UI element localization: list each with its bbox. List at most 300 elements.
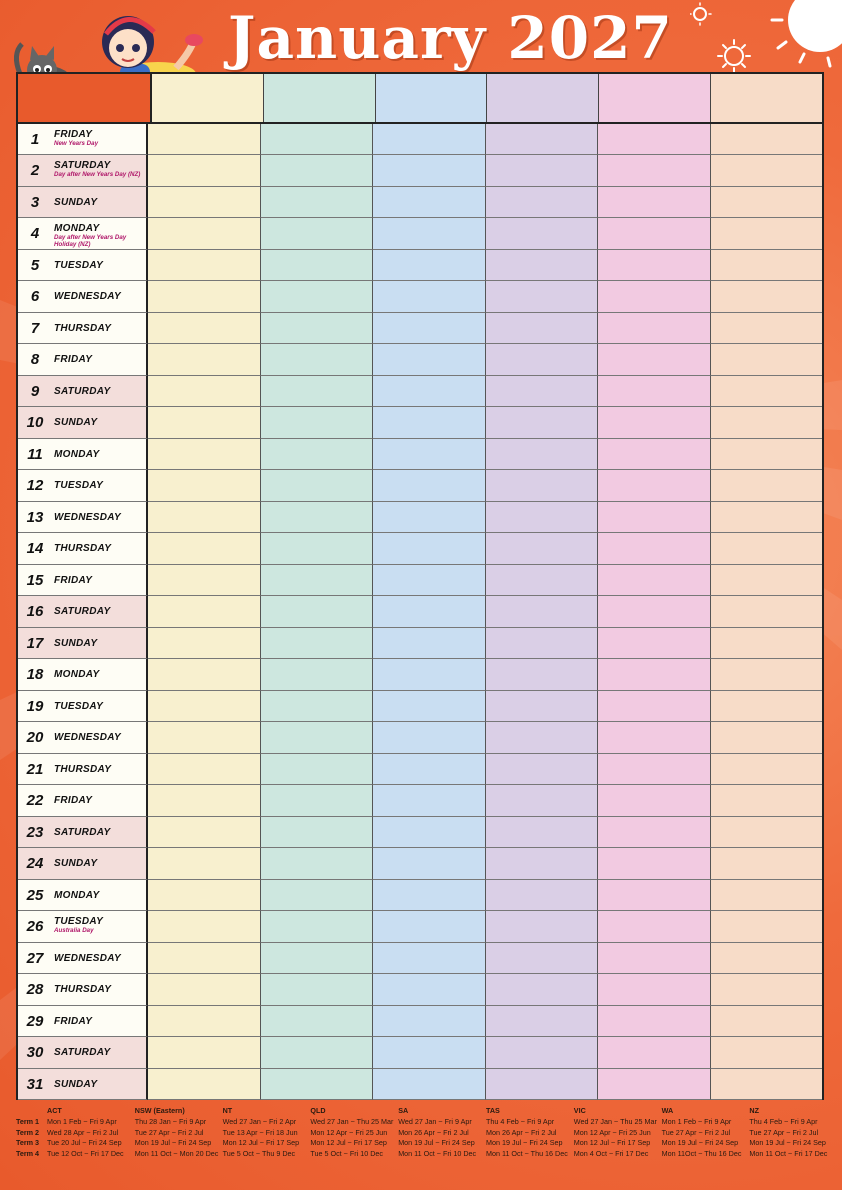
- term-date-range: Mon 11 Oct ~ Thu 16 Dec: [486, 1149, 568, 1159]
- entry-cell[interactable]: [597, 880, 710, 911]
- entry-cell[interactable]: [260, 1037, 373, 1068]
- entry-cell[interactable]: [597, 565, 710, 596]
- entry-cell[interactable]: [260, 817, 373, 848]
- day-label-cell: [18, 565, 148, 596]
- entry-cell[interactable]: [260, 439, 373, 470]
- day-number: 15: [26, 571, 44, 589]
- entry-cell[interactable]: [485, 754, 598, 785]
- entry-cell[interactable]: [710, 407, 823, 438]
- entry-cell[interactable]: [710, 628, 823, 659]
- term-date-range: Mon 12 Jul ~ Fri 17 Sep: [573, 1138, 651, 1148]
- entry-cell[interactable]: [260, 565, 373, 596]
- day-row: [18, 281, 822, 312]
- day-name: MONDAY: [54, 223, 100, 235]
- entry-cell[interactable]: [148, 628, 260, 659]
- entry-cell[interactable]: [260, 785, 373, 816]
- entry-cell[interactable]: [597, 281, 710, 312]
- term-date-range: Mon 1 Feb ~ Fri 9 Apr: [661, 1116, 732, 1126]
- entry-cell[interactable]: [597, 1037, 710, 1068]
- entry-cell[interactable]: [372, 344, 485, 375]
- term-date-range: Mon 12 Jul ~ Fri 17 Sep: [310, 1138, 387, 1148]
- entry-cell[interactable]: [148, 313, 260, 344]
- entry-cell[interactable]: [260, 250, 373, 281]
- term-date-range: Thu 4 Feb ~ Fri 9 Apr: [749, 1116, 818, 1126]
- term-date-range: Wed 28 Apr ~ Fri 2 Jul: [47, 1127, 119, 1137]
- entry-cell[interactable]: [485, 785, 598, 816]
- entry-cell[interactable]: [710, 974, 823, 1005]
- entry-cell[interactable]: [372, 848, 485, 879]
- entry-cell[interactable]: [372, 943, 485, 974]
- entry-cell[interactable]: [485, 596, 598, 627]
- entry-cell[interactable]: [372, 376, 485, 407]
- entry-cell[interactable]: [710, 218, 823, 249]
- entry-cell[interactable]: [597, 470, 710, 501]
- day-name: MONDAY: [54, 889, 100, 901]
- entry-cell[interactable]: [148, 439, 260, 470]
- day-name: SATURDAY: [54, 160, 111, 172]
- entry-cell[interactable]: [148, 1037, 260, 1068]
- day-number: 8: [30, 351, 40, 369]
- entry-cell[interactable]: [372, 691, 485, 722]
- day-label-cell: [18, 628, 148, 659]
- entry-cell[interactable]: [372, 124, 485, 155]
- entry-cell[interactable]: [148, 565, 260, 596]
- entry-cell[interactable]: [597, 911, 710, 942]
- entry-cell[interactable]: [485, 628, 598, 659]
- term-state-column: [398, 1106, 486, 1160]
- day-row: [18, 880, 822, 911]
- entry-cell[interactable]: [485, 943, 598, 974]
- day-name: SUNDAY: [54, 858, 98, 870]
- day-label-cell: [18, 943, 148, 974]
- term-date-range: Tue 13 Apr ~ Fri 18 Jun: [222, 1127, 298, 1137]
- day-label-cell: [18, 533, 148, 564]
- term-date-range: Tue 5 Oct ~ Fri 10 Dec: [310, 1149, 384, 1159]
- day-label-cell: [18, 439, 148, 470]
- entry-cell[interactable]: [485, 565, 598, 596]
- entry-cell[interactable]: [485, 1069, 598, 1100]
- entry-cell[interactable]: [260, 470, 373, 501]
- entry-cell[interactable]: [372, 817, 485, 848]
- day-label-cell: [18, 817, 148, 848]
- entry-cell[interactable]: [710, 817, 823, 848]
- entry-cell[interactable]: [485, 502, 598, 533]
- entry-cell[interactable]: [597, 250, 710, 281]
- day-label-cell: [18, 250, 148, 281]
- entry-cell[interactable]: [710, 880, 823, 911]
- entry-cell[interactable]: [148, 596, 260, 627]
- entry-cell[interactable]: [485, 376, 598, 407]
- entry-cell[interactable]: [260, 407, 373, 438]
- holiday-note: New Years Day: [54, 140, 99, 147]
- entry-cell[interactable]: [710, 250, 823, 281]
- entry-cell[interactable]: [148, 817, 260, 848]
- entry-cell[interactable]: [260, 187, 373, 218]
- day-number: 12: [26, 477, 44, 495]
- entry-cell[interactable]: [597, 533, 710, 564]
- entry-cell[interactable]: [710, 691, 823, 722]
- day-number: 10: [26, 414, 44, 432]
- entry-cell[interactable]: [597, 407, 710, 438]
- entry-cell[interactable]: [148, 691, 260, 722]
- entry-cell[interactable]: [485, 218, 598, 249]
- entry-cell[interactable]: [260, 628, 373, 659]
- entry-cell[interactable]: [372, 754, 485, 785]
- entry-cell[interactable]: [260, 344, 373, 375]
- day-name: TUESDAY: [54, 916, 104, 928]
- day-row: [18, 974, 822, 1005]
- entry-cell[interactable]: [148, 722, 260, 753]
- entry-cell[interactable]: [260, 1069, 373, 1100]
- entry-cell[interactable]: [710, 281, 823, 312]
- entry-cell[interactable]: [710, 848, 823, 879]
- entry-cell[interactable]: [148, 281, 260, 312]
- column-header-6: [710, 74, 822, 122]
- entry-cell[interactable]: [710, 376, 823, 407]
- entry-cell[interactable]: [148, 344, 260, 375]
- column-header-3: [375, 74, 487, 122]
- day-row: [18, 502, 822, 533]
- entry-cell[interactable]: [372, 659, 485, 690]
- entry-cell[interactable]: [710, 754, 823, 785]
- entry-cell[interactable]: [597, 659, 710, 690]
- entry-cell[interactable]: [372, 722, 485, 753]
- term-date-range: Thu 28 Jan ~ Fri 9 Apr: [134, 1116, 207, 1126]
- entry-cell[interactable]: [597, 502, 710, 533]
- entry-cell[interactable]: [710, 1006, 823, 1037]
- term-date-range: Wed 27 Jan ~ Thu 25 Mar: [310, 1116, 394, 1126]
- entry-cell[interactable]: [148, 974, 260, 1005]
- day-name: FRIDAY: [54, 129, 93, 140]
- entry-cell[interactable]: [710, 1069, 823, 1100]
- term-state-column: [662, 1106, 750, 1160]
- entry-cell[interactable]: [597, 1006, 710, 1037]
- entry-cell[interactable]: [710, 124, 823, 155]
- entry-cell[interactable]: [372, 439, 485, 470]
- entry-cell[interactable]: [372, 502, 485, 533]
- school-term-dates: [14, 1106, 834, 1166]
- day-label-cell: [18, 187, 148, 218]
- entry-cell[interactable]: [260, 691, 373, 722]
- day-row: [18, 439, 822, 470]
- day-number: 21: [26, 760, 44, 778]
- day-label-cell: [18, 218, 148, 249]
- entry-cell[interactable]: [597, 848, 710, 879]
- term-date-range: Mon 19 Jul ~ Fri 24 Sep: [134, 1138, 212, 1148]
- entry-cell[interactable]: [372, 596, 485, 627]
- entry-cell[interactable]: [710, 596, 823, 627]
- entry-cell[interactable]: [485, 439, 598, 470]
- entry-cell[interactable]: [597, 344, 710, 375]
- entry-cell[interactable]: [372, 187, 485, 218]
- day-row: [18, 344, 822, 375]
- entry-cell[interactable]: [148, 250, 260, 281]
- day-row: [18, 754, 822, 785]
- entry-cell[interactable]: [597, 974, 710, 1005]
- entry-cell[interactable]: [710, 470, 823, 501]
- entry-cell[interactable]: [597, 218, 710, 249]
- entry-cell[interactable]: [485, 691, 598, 722]
- state-name: WA: [661, 1106, 674, 1115]
- entry-cell[interactable]: [148, 218, 260, 249]
- entry-cell[interactable]: [710, 722, 823, 753]
- entry-cell[interactable]: [597, 313, 710, 344]
- entry-cell[interactable]: [260, 218, 373, 249]
- day-row: [18, 722, 822, 753]
- entry-cell[interactable]: [372, 533, 485, 564]
- entry-cell[interactable]: [710, 344, 823, 375]
- entry-cell[interactable]: [485, 911, 598, 942]
- day-label-cell: [18, 313, 148, 344]
- entry-cell[interactable]: [485, 250, 598, 281]
- entry-cell[interactable]: [148, 155, 260, 186]
- term-date-range: Tue 27 Apr ~ Fri 2 Jul: [134, 1127, 204, 1137]
- entry-cell[interactable]: [710, 943, 823, 974]
- term-date-range: Tue 20 Jul ~ Fri 24 Sep: [47, 1138, 122, 1148]
- entry-cell[interactable]: [148, 659, 260, 690]
- day-row: [18, 250, 822, 281]
- entry-cell[interactable]: [485, 470, 598, 501]
- calendar-grid: [16, 72, 824, 1100]
- day-number: 29: [26, 1012, 44, 1030]
- entry-cell[interactable]: [260, 124, 373, 155]
- entry-cell[interactable]: [260, 1006, 373, 1037]
- entry-cell[interactable]: [485, 880, 598, 911]
- entry-cell[interactable]: [372, 880, 485, 911]
- day-name: TUESDAY: [54, 259, 104, 271]
- state-name: QLD: [310, 1106, 326, 1115]
- entry-cell[interactable]: [148, 880, 260, 911]
- term-state-column: [135, 1106, 223, 1160]
- day-label-cell: [18, 1037, 148, 1068]
- entry-cell[interactable]: [260, 974, 373, 1005]
- entry-cell[interactable]: [148, 533, 260, 564]
- day-row: [18, 1037, 822, 1068]
- entry-cell[interactable]: [260, 659, 373, 690]
- day-name: WEDNESDAY: [54, 952, 121, 964]
- entry-cell[interactable]: [710, 659, 823, 690]
- term-date-range: Mon 1 Feb ~ Fri 9 Apr: [47, 1116, 117, 1126]
- entry-cell[interactable]: [260, 313, 373, 344]
- day-row: [18, 911, 822, 942]
- day-name: WEDNESDAY: [54, 732, 121, 744]
- entry-cell[interactable]: [485, 281, 598, 312]
- day-number: 19: [26, 697, 44, 715]
- entry-cell[interactable]: [597, 1069, 710, 1100]
- entry-cell[interactable]: [372, 313, 485, 344]
- entry-cell[interactable]: [260, 880, 373, 911]
- entry-cell[interactable]: [485, 1037, 598, 1068]
- term-date-range: Mon 11 Oct ~ Mon 20 Dec: [134, 1149, 219, 1159]
- day-label-cell: [18, 1006, 148, 1037]
- day-label-cell: [18, 659, 148, 690]
- day-row: [18, 659, 822, 690]
- day-number: 25: [26, 886, 44, 904]
- day-number: 24: [26, 855, 44, 873]
- entry-cell[interactable]: [485, 659, 598, 690]
- entry-cell[interactable]: [710, 1037, 823, 1068]
- entry-cell[interactable]: [260, 155, 373, 186]
- day-row: [18, 313, 822, 344]
- term-date-range: Mon 19 Jul ~ Fri 24 Sep: [749, 1138, 826, 1148]
- entry-cell[interactable]: [372, 281, 485, 312]
- entry-cell[interactable]: [260, 533, 373, 564]
- entry-cell[interactable]: [597, 628, 710, 659]
- day-name: THURSDAY: [54, 543, 112, 555]
- day-number: 17: [26, 634, 44, 652]
- entry-cell[interactable]: [148, 943, 260, 974]
- entry-cell[interactable]: [372, 911, 485, 942]
- entry-cell[interactable]: [372, 155, 485, 186]
- entry-cell[interactable]: [148, 785, 260, 816]
- day-label-cell: [18, 848, 148, 879]
- entry-cell[interactable]: [710, 502, 823, 533]
- entry-cell[interactable]: [597, 754, 710, 785]
- day-row: [18, 596, 822, 627]
- entry-cell[interactable]: [597, 155, 710, 186]
- entry-cell[interactable]: [485, 313, 598, 344]
- entry-cell[interactable]: [710, 155, 823, 186]
- entry-cell[interactable]: [485, 817, 598, 848]
- entry-cell[interactable]: [710, 533, 823, 564]
- day-number: 18: [26, 666, 44, 684]
- entry-cell[interactable]: [597, 691, 710, 722]
- entry-cell[interactable]: [148, 124, 260, 155]
- entry-cell[interactable]: [710, 439, 823, 470]
- day-name: SUNDAY: [54, 1078, 98, 1090]
- entry-cell[interactable]: [597, 596, 710, 627]
- day-number: 5: [30, 256, 40, 274]
- day-label-cell: [18, 281, 148, 312]
- entry-cell[interactable]: [148, 376, 260, 407]
- entry-cell[interactable]: [260, 911, 373, 942]
- day-label-cell: [18, 376, 148, 407]
- entry-cell[interactable]: [148, 754, 260, 785]
- entry-cell[interactable]: [260, 943, 373, 974]
- term-date-range: Mon 19 Jul ~ Fri 24 Sep: [398, 1138, 475, 1148]
- entry-cell[interactable]: [372, 470, 485, 501]
- entry-cell[interactable]: [148, 1006, 260, 1037]
- entry-cell[interactable]: [372, 218, 485, 249]
- holiday-note: Day after New Years Day Holiday (NZ): [54, 234, 127, 249]
- day-row: [18, 565, 822, 596]
- day-label-cell: [18, 911, 148, 942]
- entry-cell[interactable]: [597, 187, 710, 218]
- entry-cell[interactable]: [710, 785, 823, 816]
- column-header-1: [150, 74, 263, 122]
- calendar-title: January 2027: [228, 4, 673, 72]
- day-label-cell: [18, 722, 148, 753]
- entry-cell[interactable]: [372, 250, 485, 281]
- entry-cell[interactable]: [597, 439, 710, 470]
- day-number: 27: [26, 949, 44, 967]
- day-name: WEDNESDAY: [54, 291, 121, 303]
- entry-cell[interactable]: [148, 911, 260, 942]
- day-number: 30: [26, 1044, 44, 1062]
- entry-cell[interactable]: [485, 155, 598, 186]
- term-date-range: Mon 11Oct ~ Thu 16 Dec: [661, 1149, 742, 1159]
- entry-cell[interactable]: [485, 722, 598, 753]
- entry-cell[interactable]: [485, 344, 598, 375]
- entry-cell[interactable]: [597, 943, 710, 974]
- entry-cell[interactable]: [372, 407, 485, 438]
- day-name: SATURDAY: [54, 826, 111, 838]
- entry-cell[interactable]: [485, 974, 598, 1005]
- term-date-range: Mon 26 Apr ~ Fri 2 Jul: [486, 1127, 557, 1137]
- day-number: 13: [26, 508, 44, 526]
- entry-cell[interactable]: [148, 502, 260, 533]
- day-name: SUNDAY: [54, 637, 98, 649]
- entry-cell[interactable]: [597, 722, 710, 753]
- entry-cell[interactable]: [260, 376, 373, 407]
- entry-cell[interactable]: [597, 785, 710, 816]
- state-name: NZ: [749, 1106, 759, 1115]
- entry-cell[interactable]: [372, 974, 485, 1005]
- entry-cell[interactable]: [148, 187, 260, 218]
- entry-cell[interactable]: [372, 565, 485, 596]
- entry-cell[interactable]: [260, 596, 373, 627]
- entry-cell[interactable]: [372, 785, 485, 816]
- day-number: 28: [26, 981, 44, 999]
- day-rows: [18, 122, 822, 1098]
- entry-cell[interactable]: [260, 281, 373, 312]
- entry-cell[interactable]: [710, 911, 823, 942]
- day-row: [18, 187, 822, 218]
- entry-cell[interactable]: [148, 470, 260, 501]
- term-date-range: Mon 11 Oct ~ Fri 10 Dec: [398, 1149, 477, 1159]
- term-date-range: Tue 27 Apr ~ Fri 2 Jul: [661, 1127, 731, 1137]
- column-header-2: [263, 74, 375, 122]
- entry-cell[interactable]: [597, 817, 710, 848]
- entry-cell[interactable]: [710, 565, 823, 596]
- entry-cell[interactable]: [710, 313, 823, 344]
- day-number: 3: [30, 193, 40, 211]
- entry-cell[interactable]: [710, 187, 823, 218]
- day-row: [18, 628, 822, 659]
- column-header-5: [598, 74, 710, 122]
- entry-cell[interactable]: [372, 1069, 485, 1100]
- entry-cell[interactable]: [148, 1069, 260, 1100]
- entry-cell[interactable]: [485, 187, 598, 218]
- entry-cell[interactable]: [597, 376, 710, 407]
- entry-cell[interactable]: [372, 1006, 485, 1037]
- entry-cell[interactable]: [597, 124, 710, 155]
- term-date-range: Mon 26 Apr ~ Fri 2 Jul: [398, 1127, 469, 1137]
- entry-cell[interactable]: [372, 1037, 485, 1068]
- term-date-range: Mon 19 Jul ~ Fri 24 Sep: [486, 1138, 563, 1148]
- day-row: [18, 1006, 822, 1037]
- entry-cell[interactable]: [148, 407, 260, 438]
- entry-cell[interactable]: [372, 628, 485, 659]
- entry-cell[interactable]: [260, 502, 373, 533]
- day-label-cell: [18, 785, 148, 816]
- entry-cell[interactable]: [260, 754, 373, 785]
- entry-cell[interactable]: [260, 722, 373, 753]
- entry-cell[interactable]: [260, 848, 373, 879]
- day-number: 9: [30, 382, 40, 400]
- entry-cell[interactable]: [485, 407, 598, 438]
- day-name: FRIDAY: [54, 1015, 93, 1027]
- entry-cell[interactable]: [485, 533, 598, 564]
- state-name: TAS: [486, 1106, 500, 1115]
- entry-cell[interactable]: [485, 1006, 598, 1037]
- term-state-column: [223, 1106, 311, 1160]
- day-number: 11: [27, 445, 43, 463]
- entry-cell[interactable]: [485, 124, 598, 155]
- entry-cell[interactable]: [148, 848, 260, 879]
- entry-cell[interactable]: [485, 848, 598, 879]
- term-label: Term 4: [16, 1149, 40, 1159]
